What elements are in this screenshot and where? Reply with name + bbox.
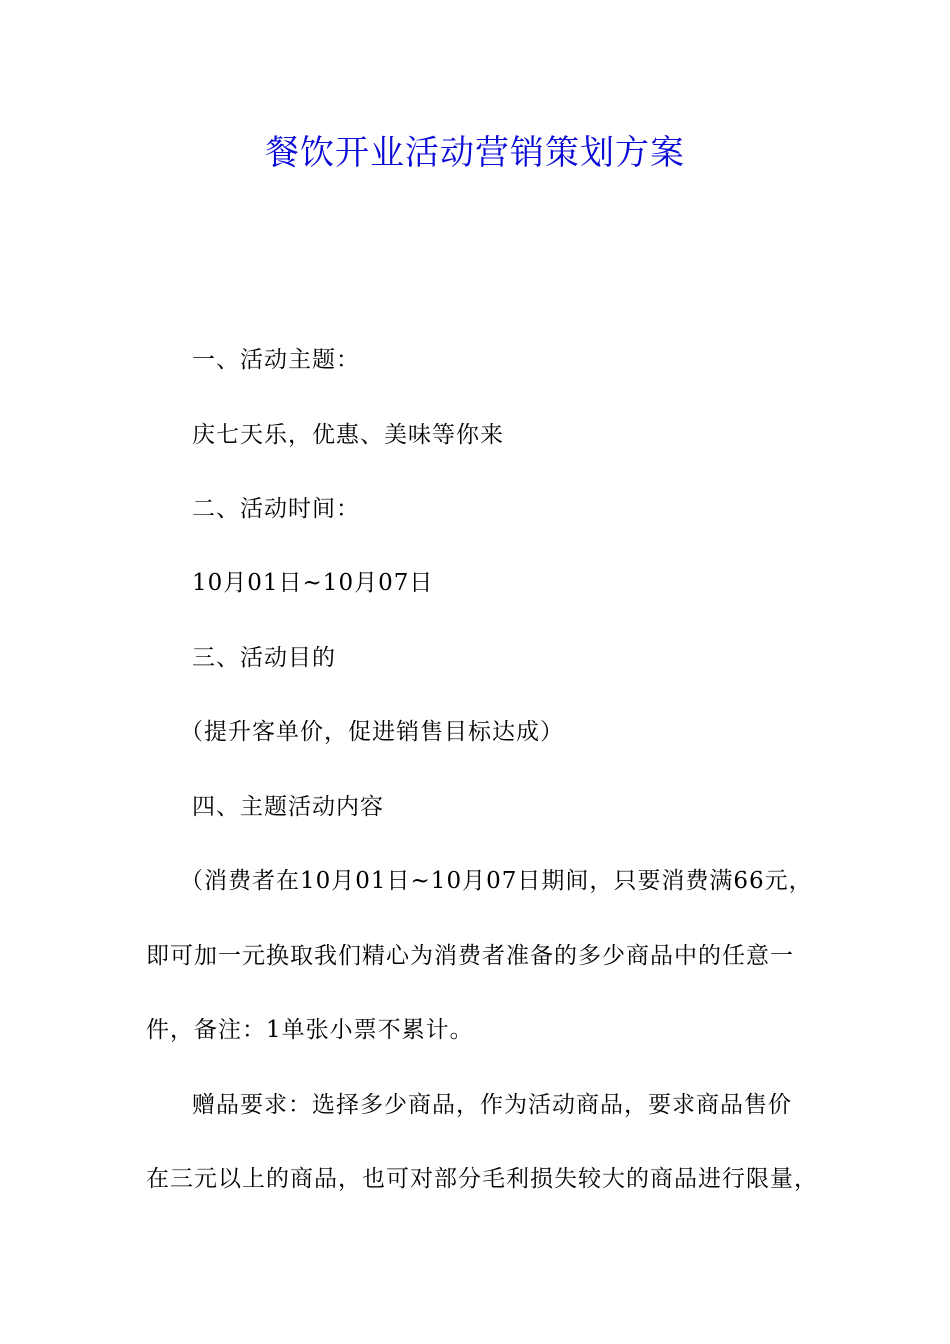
section-heading-theme: 一、活动主题： [192, 347, 360, 373]
gift-requirement-line-1: 赠品要求：选择多少商品，作为活动商品，要求商品售价 [192, 1092, 792, 1118]
content-paragraph-line-1: （消费者在10月01日~10月07日期间，只要消费满66元， [180, 868, 813, 894]
section-heading-time: 二、活动时间： [192, 496, 360, 522]
section-heading-content: 四、主题活动内容 [192, 794, 384, 820]
content-paragraph-line-3: 件，备注：1单张小票不累计。 [146, 1017, 474, 1043]
content-paragraph-line-2: 即可加一元换取我们精心为消费者准备的多少商品中的任意一 [146, 943, 794, 969]
section-heading-purpose: 三、活动目的 [192, 645, 336, 671]
purpose-text: （提升客单价，促进销售目标达成） [180, 719, 564, 745]
gift-requirement-line-2: 在三元以上的商品，也可对部分毛利损失较大的商品进行限量， [146, 1166, 818, 1192]
document-title: 餐饮开业活动营销策划方案 [265, 133, 685, 173]
time-text: 10月01日~10月07日 [192, 570, 434, 596]
theme-text: 庆七天乐，优惠、美味等你来 [192, 422, 504, 448]
